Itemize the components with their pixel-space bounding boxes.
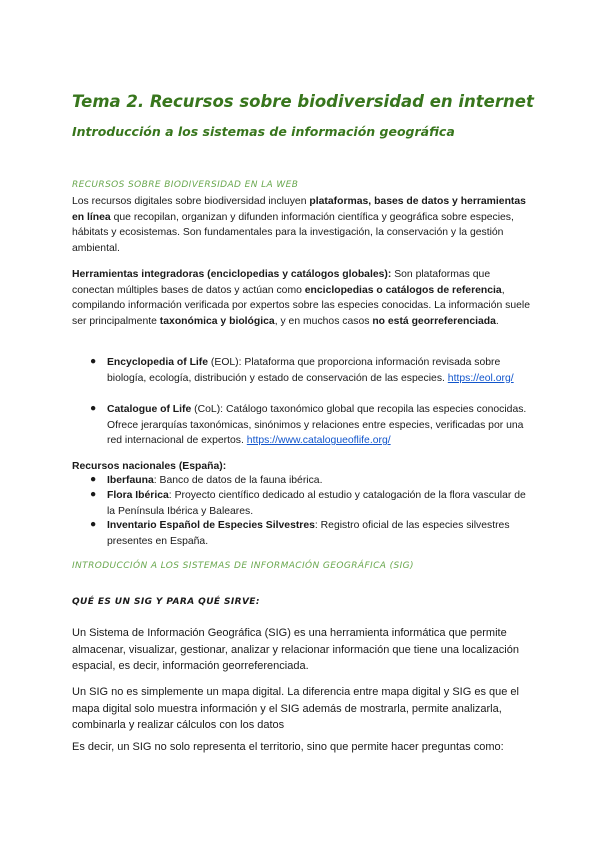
sig-paragraph-1: Un Sistema de Información Geográfica (SIG) es una herramienta informática que permite almacenar, visualizar, gestionar, analizar y relacionar información que tiene una localización espacial, es decir, información georreferenciada. xyxy=(72,627,519,672)
list-item: Inventario Español de Especies Silvestres: Registro oficial de las especies silvestres presentes en España. xyxy=(107,520,510,547)
bullet-icon: ● xyxy=(90,519,97,530)
bullet-icon: ● xyxy=(90,474,97,485)
list-item: Catalogue of Life (CoL): Catálogo taxonómico global que recopila las especies conocidas. Ofrece jerarquías taxonómicas, sinónimos y relaciones entre especies, verificadas por una red internacional de expertos. https://www.catalogueoflife.org/ xyxy=(107,404,527,447)
section-heading-sig: INTRODUCCIÓN A LOS SISTEMAS DE INFORMACIÓN GEOGRÁFICA (SIG) xyxy=(72,561,414,571)
section-heading-recursos: RECURSOS SOBRE BIODIVERSIDAD EN LA WEB xyxy=(72,180,299,190)
bullet-icon: ● xyxy=(90,489,97,500)
intro-paragraph: Los recursos digitales sobre biodiversidad incluyen plataformas, bases de datos y herramientas en línea que recopilan, organizan y difunden información científica y geográfica sobre especies, hábitats y ecosistemas. Son fundamentales para la investigación, la conservación y la gestión ambiental. xyxy=(72,196,526,254)
bullet-icon: ● xyxy=(90,403,97,414)
list-item: Flora Ibérica: Proyecto científico dedicado al estudio y catalogación de la flora vascular de la Península Ibérica y Baleares. xyxy=(107,490,526,517)
catalogue-of-life-link[interactable]: https://www.catalogueoflife.org/ xyxy=(246,435,391,447)
subheading-que-es-sig: QUÉ ES UN SIG Y PARA QUÉ SIRVE: xyxy=(72,597,260,607)
sig-paragraph-2: Un SIG no es simplemente un mapa digital. La diferencia entre mapa digital y SIG es que el mapa digital solo muestra información y el SIG además de mostrarla, permite analizarla, combinarla y realizar cálculos con los datos xyxy=(72,686,519,731)
national-resources-heading: Recursos nacionales (España): xyxy=(72,461,227,472)
tools-paragraph: Herramientas integradoras (enciclopedias y catálogos globales): Son plataformas que conectan múltiples bases de datos y actúan como enciclopedias o catálogos de referencia, compilando información verificada por expertos sobre las especies conocidas. La información suele ser principalmente taxonómica y biológica, y en muchos casos no está georreferenciada. xyxy=(72,269,531,327)
page-subtitle: Introducción a los sistemas de información geográfica xyxy=(72,124,455,139)
list-item: Iberfauna: Banco de datos de la fauna ibérica. xyxy=(107,475,323,486)
bullet-icon: ● xyxy=(90,356,97,367)
sig-paragraph-3: Es decir, un SIG no solo representa el territorio, sino que permite hacer preguntas como: xyxy=(72,741,504,753)
page-title: Tema 2. Recursos sobre biodiversidad en internet xyxy=(72,92,534,111)
eol-link[interactable]: https://eol.org/ xyxy=(447,372,514,384)
list-item: Encyclopedia of Life (EOL): Plataforma que proporciona información revisada sobre biología, ecología, distribución y estado de conservación de las especies. https://eol.org/ xyxy=(107,357,514,384)
